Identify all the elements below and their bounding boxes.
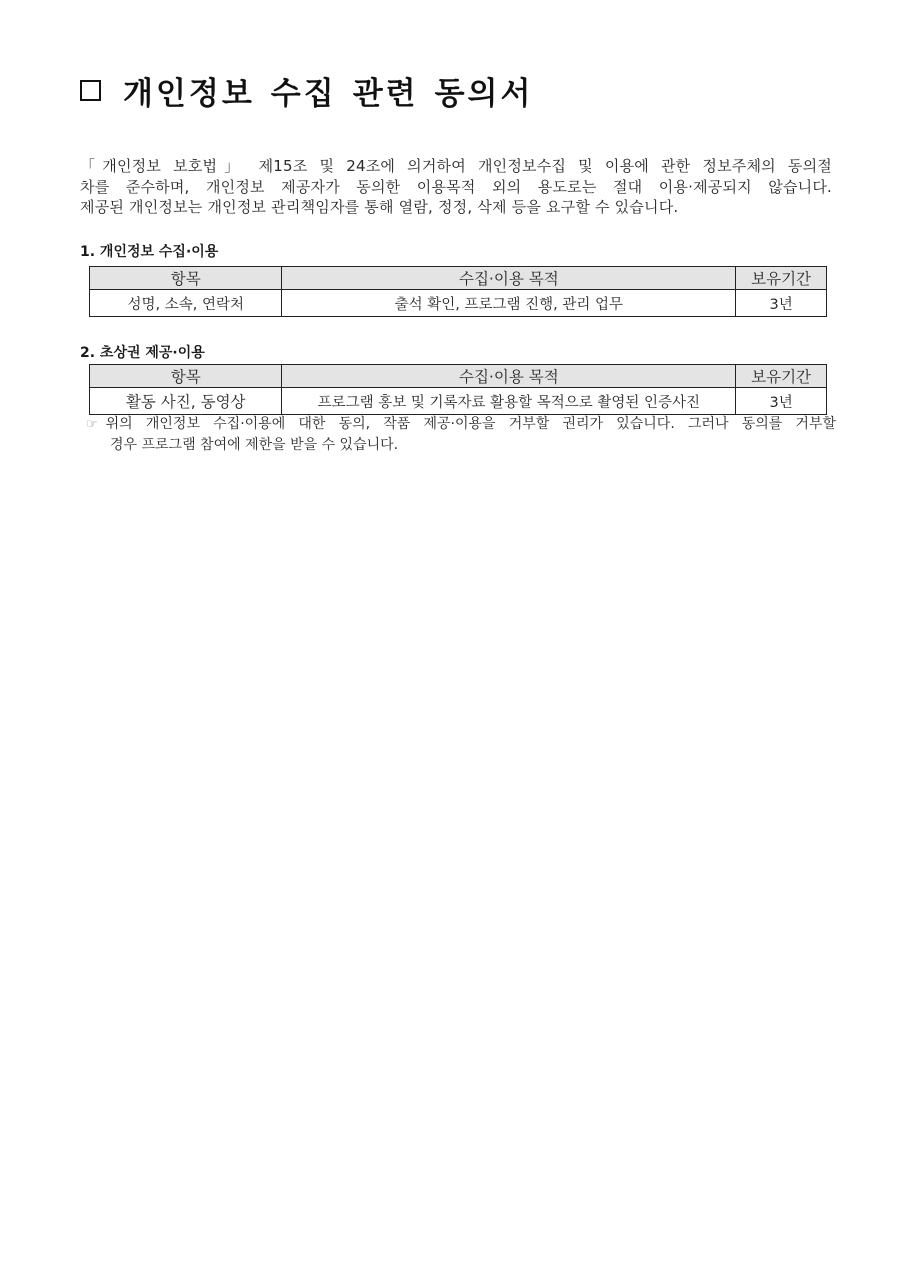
header-retention: 보유기간 [736, 267, 827, 290]
checkbox-square-icon [80, 80, 101, 101]
section-title-portrait-rights: 2. 초상권 제공·이용 [80, 345, 205, 361]
title-word: 개인정보 [123, 76, 255, 112]
header-purpose: 수집·이용 목적 [282, 267, 736, 290]
table-header-row [90, 267, 827, 290]
portrait-rights-table [89, 364, 827, 415]
cell-retention: 3년 [736, 290, 827, 317]
header-item: 항목 [90, 365, 282, 388]
title-word: 관련 [352, 76, 419, 112]
refusal-notice [86, 414, 836, 456]
intro-line: 「개인정보 보호법」 제15조 및 24조에 의거하여 개인정보수집 및 이용에 관한 정보주체의 동의절 [80, 157, 832, 175]
pointing-hand-icon: ☞ [86, 417, 98, 432]
cell-item: 활동 사진, 동영상 [90, 388, 282, 415]
cell-retention: 3년 [736, 388, 827, 415]
notice-line: 위의 개인정보 수집·이용에 대한 동의, 작품 제공·이용을 거부할 권리가 있습니다. 그러나 동의를 거부할 [105, 416, 836, 432]
cell-item: 성명, 소속, 연락처 [90, 290, 282, 317]
intro-paragraph [80, 156, 832, 218]
table-row [90, 388, 827, 415]
cell-purpose: 프로그램 홍보 및 기록자료 활용할 목적으로 촬영된 인증사진 [282, 388, 736, 415]
header-item: 항목 [90, 267, 282, 290]
cell-purpose: 출석 확인, 프로그램 진행, 관리 업무 [282, 290, 736, 317]
section-title-personal-info: 1. 개인정보 수집·이용 [80, 244, 219, 260]
title-word: 수집 [270, 76, 337, 112]
header-purpose: 수집·이용 목적 [282, 365, 736, 388]
document-title [80, 68, 549, 113]
intro-line: 차를 준수하며, 개인정보 제공자가 동의한 이용목적 외의 용도로는 절대 이용·제공되지 않습니다. [80, 177, 832, 196]
table-row [90, 290, 827, 317]
notice-line: 경우 프로그램 참여에 제한을 받을 수 있습니다. [110, 437, 399, 453]
header-retention: 보유기간 [736, 365, 827, 388]
intro-line: 제공된 개인정보는 개인정보 관리책임자를 통해 열람, 정정, 삭제 등을 요구할 수 있습니다. [80, 198, 679, 216]
personal-info-table [89, 266, 827, 317]
title-word: 동의서 [434, 76, 534, 112]
table-header-row [90, 365, 827, 388]
